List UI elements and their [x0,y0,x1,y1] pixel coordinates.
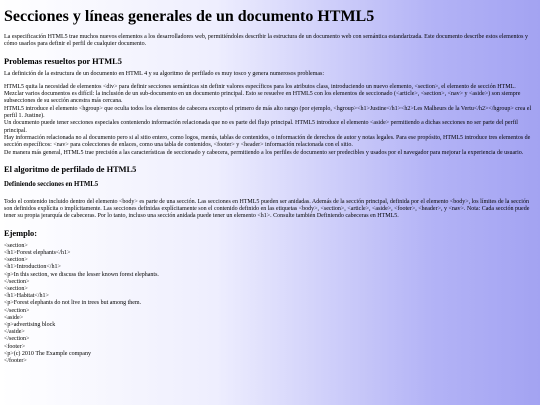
problems-paragraph: La definición de la estructura de un documento en HTML 4 y su algoritmo de perfilado es muy tosco y genera numerosos problemas: [4,70,325,77]
problem-line: Mezclar varios documentos es difícil: la inclusión de un sub-documento en un documento principal. Esto se resuelve en HTML5 con los elementos de seccionado (<article>, <section>, <nav> y <aside>) son siempre subsecciones de su sección ancestra más cercana. [4,91,521,105]
code-line: <section> [4,242,28,249]
code-line: </footer> [4,358,27,364]
page-title: Secciones y líneas generales de un documento HTML5 [4,8,375,25]
problem-line: Un documento puede tener secciones especiales conteniendo información relacionada que no es parte del flujo principal. HTML5 introduce el elemento <aside> permitiendo a dichas secciones no ser parte del perfil principal. [4,120,518,134]
code-line: </section> [4,278,30,285]
code-line: </aside> [4,329,25,336]
code-line: <h1>Forest elephants</h1> [4,249,71,256]
code-line: <aside> [4,314,24,321]
code-line: <section> [4,257,28,264]
problem-line: De manera más general, HTML5 trae precisión a las características de seccionado y cabecera, permitiendo a los perfiles de documento ser predecibles y usados por el navegador para mejorar la experiencia de usuario. [4,149,524,156]
code-line: <p>In this section, we discuss the lesser known forest elephants. [4,271,159,278]
defining-paragraph: Todo el contenido incluido dentro del elemento <body> es parte de una sección. Las secciones en HTML5 pueden ser anidadas. Además de la sección principal, definida por el elemento <body>, los límites de la sección son definidos explícita o implícitamente. Las secciones definidas explícitamente son el contenido definido en las etiquetas <body>, <section>, <article>, <aside>, <footer>, <header>, y <nav>. Nota: Cada sección puede tener su propia jerarquía de cabeceras. Por lo tanto, incluso una sección anidada puede tener un elemento <h1>. Consulte también Definiendo cabeceras en HTML5. [4,198,530,220]
code-line: <footer> [4,343,26,350]
subsection-heading-defining: Definiendo secciones en HTML5 [4,180,99,188]
code-line: <section> [4,285,28,292]
problem-line: HTML5 quita la necesidad de elementos <div> para definir secciones semánticas sin definir valores específicos para los atributos class, introduciendo un nuevo elemento, <section>, el elemento de sección HTML. [4,83,516,90]
intro-paragraph: La especificación HTML5 trae muchos nuevos elementos a los desarrolladores web, permitiéndoles describir la estructura de un documento web con semántica estandarizada. Este documento describe estos elementos y cómo usarlos para definir el perfil de cualquier documento. [4,34,528,48]
code-line: <h1>Introduction</h1> [4,264,61,271]
code-line: <p>Forest elephants do not live in trees but among them. [4,300,142,307]
code-line: </section> [4,307,30,314]
problem-line: Hay información relacionada no al documento pero si al sitio entero, como logos, menús, tablas de contenidos, o información de derechos de autor y notas legales. Para ese propósito, HTML5 introduce tres elementos de sección específicos: <nav> para colecciones de enlaces, como una tabla de contenidos, <footer> y <header> información relacionada con el sitio. [4,134,531,149]
code-line: <p>(c) 2010 The Example company [4,350,91,357]
code-line: <h1>Habitat</h1> [4,293,49,300]
example-code-block [4,243,536,365]
code-line: <p>advertising block [4,321,56,328]
section-heading-algorithm: El algoritmo de perfilado de HTML5 [4,164,137,174]
problems-list [4,84,536,157]
problem-line: HTML5 introduce el elemento <hgroup> que oculta todos los elementos de cabecera excepto el primero de más alto rango (por ejemplo, <hgroup><h1>Justine</h1><h2>Les Malheurs de la Vertu</h2></hgroup> crea el perfil 1. Justine). [4,105,532,120]
example-heading: Ejemplo: [4,228,38,238]
section-heading-problems: Problemas resueltos por HTML5 [4,56,122,66]
code-line: </section> [4,336,30,343]
